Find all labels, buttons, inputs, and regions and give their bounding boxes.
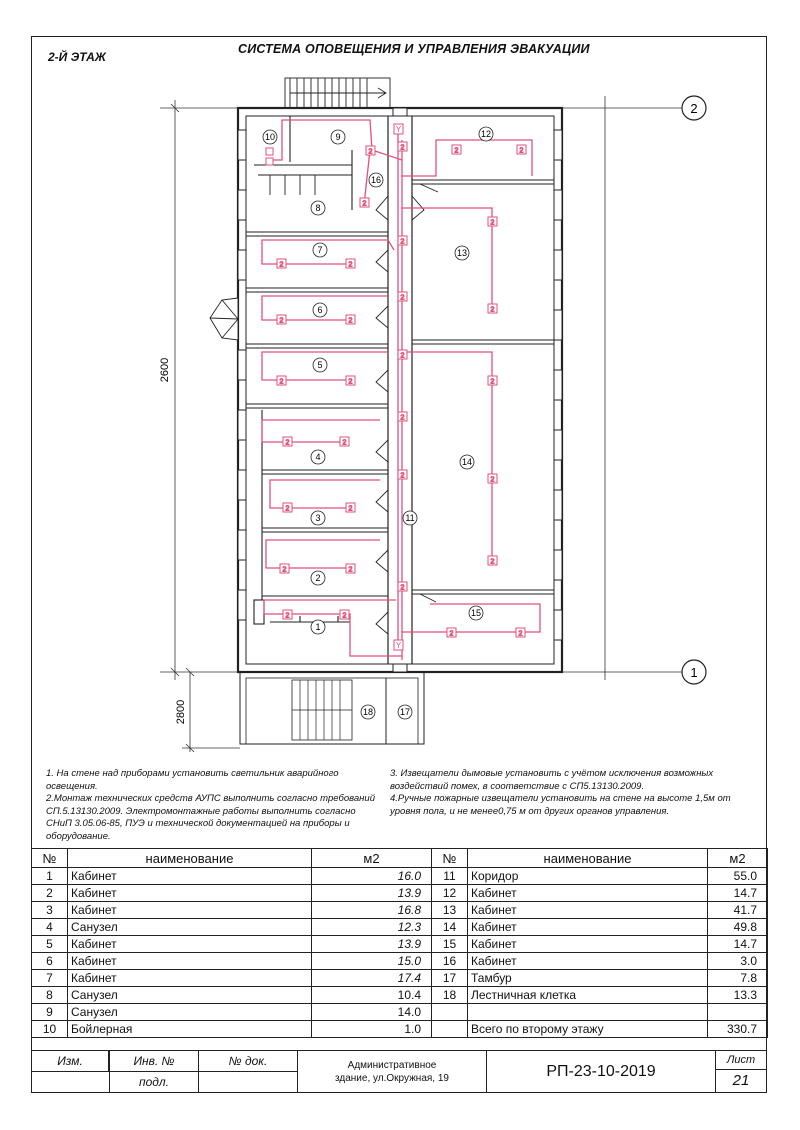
stamp-sheet-number: 21 bbox=[715, 1069, 767, 1093]
detector-label: 2 bbox=[454, 147, 459, 155]
table-row: 8 Санузел 10.4 18 Лестничная клетка 13.3 bbox=[32, 987, 768, 1004]
detector-label: 2 bbox=[368, 148, 373, 156]
detector-label: 2 bbox=[400, 472, 405, 480]
detector-label: 2 bbox=[490, 378, 495, 386]
stamp-izm: Изм. bbox=[31, 1050, 109, 1072]
svg-text:10: 10 bbox=[264, 132, 276, 142]
svg-text:13: 13 bbox=[456, 248, 468, 258]
table-row: 10 Бойлерная 1.0 Всего по второму этажу 330.7 bbox=[32, 1021, 768, 1038]
stamp-address: здание, ул.Окружная, 19 bbox=[335, 1073, 449, 1084]
detector-label: 2 bbox=[400, 352, 405, 360]
detector-label: 2 bbox=[348, 317, 353, 325]
dimension-2800: 2800 bbox=[175, 699, 187, 725]
room-marker-16 bbox=[369, 173, 383, 187]
smoke-detector bbox=[266, 148, 273, 155]
room-marker-6 bbox=[313, 303, 327, 317]
svg-text:3: 3 bbox=[315, 513, 321, 523]
rooms-table bbox=[31, 848, 768, 1038]
porch bbox=[240, 672, 424, 744]
room-marker-7 bbox=[313, 243, 327, 257]
table-row: 1 Кабинет 16.0 11 Коридор 55.0 bbox=[32, 868, 768, 885]
axis-label-1: 1 bbox=[690, 665, 698, 680]
svg-text:12: 12 bbox=[480, 129, 492, 139]
stamp-inv: Инв. № bbox=[109, 1050, 199, 1072]
room-marker-8 bbox=[311, 201, 325, 215]
svg-text:9: 9 bbox=[335, 132, 341, 142]
smoke-detector bbox=[266, 158, 273, 165]
callpoint-label-top: Y bbox=[395, 125, 402, 134]
detector-label: 2 bbox=[279, 378, 284, 386]
table-row: 7 Кабинет 17.4 17 Тамбур 7.8 bbox=[32, 970, 768, 987]
detector-label: 2 bbox=[279, 261, 284, 269]
detector-label: 2 bbox=[400, 294, 405, 302]
table-row: 9 Санузел 14.0 bbox=[32, 1004, 768, 1021]
detector-label: 2 bbox=[518, 630, 523, 638]
detector-label: 2 bbox=[400, 238, 405, 246]
detector-label: 2 bbox=[348, 261, 353, 269]
header-no-left: № bbox=[32, 849, 68, 868]
detector-label: 2 bbox=[490, 476, 495, 484]
table-row: 5 Кабинет 13.9 15 Кабинет 14.7 bbox=[32, 936, 768, 953]
detector-label: 2 bbox=[400, 144, 405, 152]
svg-text:16: 16 bbox=[370, 175, 382, 185]
detector-label: 2 bbox=[348, 566, 353, 574]
svg-text:7: 7 bbox=[317, 245, 323, 255]
notes-right: 3. Извещатели дымовые установить с учётом исключения возможных воздействий помех, в соответствие с СП5.13130.2009. 4.Ручные пожарные извещатели установить на стене на высоте 1,5м от уровня пола, и не менее0,75 м от других органов управления. bbox=[390, 768, 731, 817]
room-marker-1 bbox=[311, 620, 325, 634]
detector-label: 2 bbox=[400, 584, 405, 592]
detector-label: 2 bbox=[348, 378, 353, 386]
detector-label: 2 bbox=[490, 219, 495, 227]
detector-label: 2 bbox=[285, 612, 290, 620]
svg-text:1: 1 bbox=[315, 622, 321, 632]
stamp-sheet-label: Лист bbox=[715, 1050, 767, 1070]
table-row: 6 Кабинет 15.0 16 Кабинет 3.0 bbox=[32, 953, 768, 970]
header-area-left: м2 bbox=[312, 849, 432, 868]
room-marker-18 bbox=[361, 705, 375, 719]
room-markers bbox=[263, 127, 493, 719]
header-area-right: м2 bbox=[708, 849, 768, 868]
detector-label: 2 bbox=[279, 317, 284, 325]
detector-label: 2 bbox=[490, 558, 495, 566]
alarm-wiring bbox=[262, 120, 540, 660]
detector-label: 2 bbox=[362, 200, 367, 208]
room-marker-3 bbox=[311, 511, 325, 525]
detector-label: 2 bbox=[285, 439, 290, 447]
detector-label: 2 bbox=[285, 505, 290, 513]
detector-label: 2 bbox=[348, 505, 353, 513]
room-marker-11 bbox=[403, 511, 417, 525]
room-marker-4 bbox=[311, 450, 325, 464]
room-marker-10 bbox=[263, 130, 277, 144]
detector-label: 2 bbox=[490, 306, 495, 314]
detector-label: 2 bbox=[519, 147, 524, 155]
top-stair bbox=[285, 78, 390, 108]
detector-label: 2 bbox=[400, 414, 405, 422]
detector-label: 2 bbox=[449, 630, 454, 638]
smoke-detectors bbox=[266, 142, 526, 638]
title-block bbox=[31, 1050, 767, 1093]
axis-label-2: 2 bbox=[690, 101, 698, 116]
svg-text:14: 14 bbox=[461, 457, 473, 467]
room-marker-15 bbox=[469, 606, 483, 620]
callpoint-label-bottom: Y bbox=[395, 641, 402, 650]
drawing-title: СИСТЕМА ОПОВЕЩЕНИЯ И УПРАВЛЕНИЯ ЭВАКУАЦИИ bbox=[238, 42, 590, 56]
stamp-building: Административное bbox=[347, 1060, 437, 1071]
room-marker-2 bbox=[311, 571, 325, 585]
table-row: 4 Санузел 12.3 14 Кабинет 49.8 bbox=[32, 919, 768, 936]
room-marker-5 bbox=[313, 358, 327, 372]
table-row: 2 Кабинет 13.9 12 Кабинет 14.7 bbox=[32, 885, 768, 902]
header-name-left: наименование bbox=[68, 849, 312, 868]
notes-left: 1. На стене над приборами установить светильник аварийного освещения. 2.Монтаж технических средств АУПС выполнить согласно требований СП.5.13130.2009. Электромонтажные работы выполнить согласно СНиП 3.05.06-85, ПУЭ и технической документацией на приборы и оборудование. bbox=[46, 768, 375, 842]
detector-label: 2 bbox=[342, 439, 347, 447]
svg-text:17: 17 bbox=[399, 707, 411, 717]
svg-text:15: 15 bbox=[470, 608, 482, 618]
detector-label: 2 bbox=[342, 612, 347, 620]
room-marker-9 bbox=[331, 130, 345, 144]
detector-label: 2 bbox=[282, 566, 287, 574]
side-bay bbox=[210, 298, 238, 340]
floor-label: 2-Й ЭТАЖ bbox=[48, 50, 106, 64]
svg-text:8: 8 bbox=[315, 203, 321, 213]
room-marker-17 bbox=[398, 705, 412, 719]
header-name-right: наименование bbox=[468, 849, 708, 868]
stamp-doc: № док. bbox=[198, 1050, 298, 1072]
stamp-podl: подл. bbox=[109, 1071, 199, 1093]
room-marker-14 bbox=[460, 455, 474, 469]
stamp-code: РП-23-10-2019 bbox=[486, 1050, 716, 1093]
table-row: 3 Кабинет 16.8 13 Кабинет 41.7 bbox=[32, 902, 768, 919]
svg-text:2: 2 bbox=[315, 573, 321, 583]
room-marker-13 bbox=[455, 246, 469, 260]
svg-text:5: 5 bbox=[317, 360, 323, 370]
table-header-row bbox=[32, 849, 768, 868]
svg-text:6: 6 bbox=[317, 305, 323, 315]
room-marker-12 bbox=[479, 127, 493, 141]
header-no-right: № bbox=[432, 849, 468, 868]
svg-text:11: 11 bbox=[405, 513, 415, 523]
dimension-2600: 2600 bbox=[159, 357, 171, 383]
svg-text:18: 18 bbox=[362, 707, 374, 717]
svg-text:4: 4 bbox=[315, 452, 321, 462]
